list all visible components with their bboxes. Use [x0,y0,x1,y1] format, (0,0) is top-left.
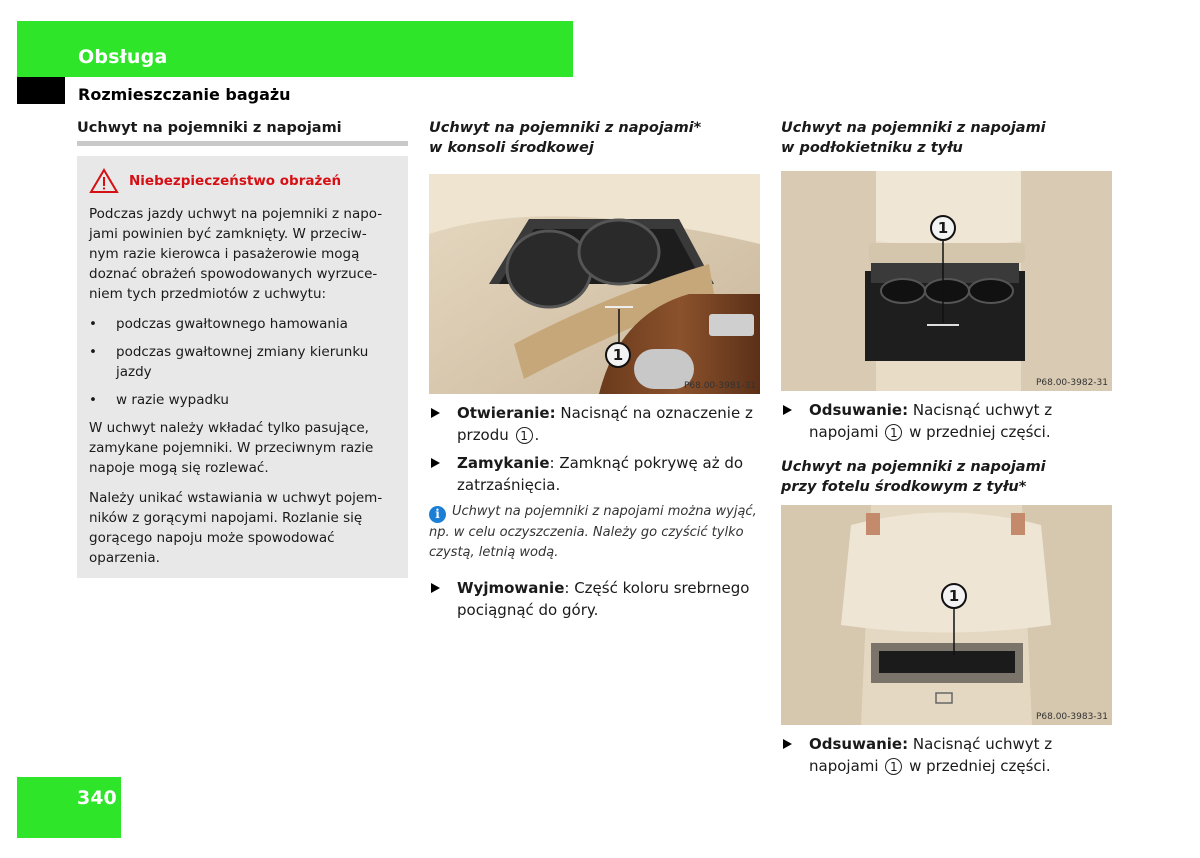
heading-line: Uchwyt na pojemniki z napojami* [429,120,702,136]
warning-title: Niebezpieczeństwo obrażeń [129,173,342,189]
warning-list-item: • podczas gwałtownej zmiany kierunku jazdy [89,342,396,382]
step-label: Odsuwanie: [809,735,909,753]
warning-paragraph-3: Należy unikać wstawiania w uchwyt pojem-ników z gorącymi napojami. Rozlanie się gorącego napoju może spowodować oparzenia. [89,490,383,566]
callout-ref-label: 1 [889,759,898,774]
subsection-marker [17,77,65,104]
callout-ref-icon [516,427,533,444]
instruction-list [781,733,1113,777]
heading-line: przy fotelu środkowym z tyłu* [781,479,1027,495]
warning-list-item: • podczas gwałtownego hamowania [89,314,396,334]
heading-line: Uchwyt na pojemniki z napojami [781,120,1046,136]
section-title: Obsługa [78,46,168,68]
step-text: : Zamknąć pokrywę aż do zatrzaśnięcia. [457,454,744,494]
callout-ref-label: 1 [889,425,898,440]
callout-label: 1 [612,346,624,364]
step-label: Otwieranie: [457,404,556,422]
callout-ref-icon [885,424,902,441]
step-text: : Część koloru srebrnego pociągnąć do góry. [457,578,750,619]
warning-paragraph-1: Podczas jazdy uchwyt na pojemniki z napo-jami powinien być zamknięty. W przeciw-nym razie kierowca i pasażerowie mogą doznać obrażeń spowodowanych wyrzuce-niem tych przedmiotów z uchwytu: [89,206,383,302]
heading-line: w podłokietniku z tyłu [781,140,963,156]
center-console-heading [429,118,761,158]
note-text: Uchwyt na pojemniki z napojami można wyjąć, np. w celu oczyszczenia. Należy go czyścić tylko czystą, letnią wodą. [429,504,757,560]
heading-line: w konsoli środkowej [429,140,594,156]
warning-list [89,314,396,410]
arrow-bullet-icon [431,458,440,468]
instruction-step [781,399,1113,443]
warning-list-item: • w razie wypadku [89,390,396,410]
rear-center-seat-photo [781,505,1112,725]
callout-label: 1 [937,219,949,237]
arrow-bullet-icon [783,405,792,415]
image-code: P68.00-3981-31 [683,381,756,391]
cupholder-heading: Uchwyt na pojemniki z napojami [77,120,342,136]
instruction-list [429,402,761,496]
warning-header [89,168,396,194]
info-icon: i [429,506,446,523]
callout-ref-icon [885,758,902,775]
heading-line: Uchwyt na pojemniki z napojami [781,459,1046,475]
step-label: Zamykanie [457,454,550,472]
arrow-bullet-icon [431,408,440,418]
instruction-step [429,452,761,496]
rear-armrest-heading [781,118,1113,158]
column-1 [77,118,408,578]
callout-1 [941,583,967,609]
arrow-bullet-icon [783,739,792,749]
image-code: P68.00-3983-31 [1035,712,1108,722]
center-console-photo [429,174,760,394]
callout-1 [930,215,956,241]
step-text: Nacisnąć uchwyt z napojami [809,401,1053,441]
warning-paragraph-2: W uchwyt należy wkładać tylko pasujące, zamykane pojemniki. W przeciwnym razie napoje mogą się rozlewać. [89,420,374,476]
subsection-title: Rozmieszczanie bagażu [78,85,291,104]
step-text: . [534,426,540,444]
step-label: Odsuwanie: [809,401,909,419]
page-number: 340 [77,787,117,809]
rear-center-seat-heading [781,457,1113,497]
info-note [429,502,761,563]
arrow-bullet-icon [431,583,440,593]
column-2 [429,118,761,627]
instruction-list [429,577,761,621]
heading-rule [77,141,408,146]
callout-1 [605,342,631,368]
warning-box [77,156,408,578]
step-label: Wyjmowanie [457,578,565,597]
instruction-step [429,577,761,621]
step-text: w przedniej części. [904,423,1051,441]
column-3 [781,118,1113,783]
instruction-list [781,399,1113,443]
instruction-step [781,733,1113,777]
callout-ref-label: 1 [520,428,528,443]
rear-armrest-photo [781,171,1112,391]
image-code: P68.00-3982-31 [1035,378,1108,388]
step-text: Nacisnąć uchwyt z napojami [809,735,1053,775]
warning-triangle-icon [89,168,119,194]
callout-label: 1 [948,587,960,605]
step-text: Nacisnąć na oznaczenie z przodu [457,404,753,444]
step-text: w przedniej części. [904,757,1051,775]
instruction-step [429,402,761,446]
